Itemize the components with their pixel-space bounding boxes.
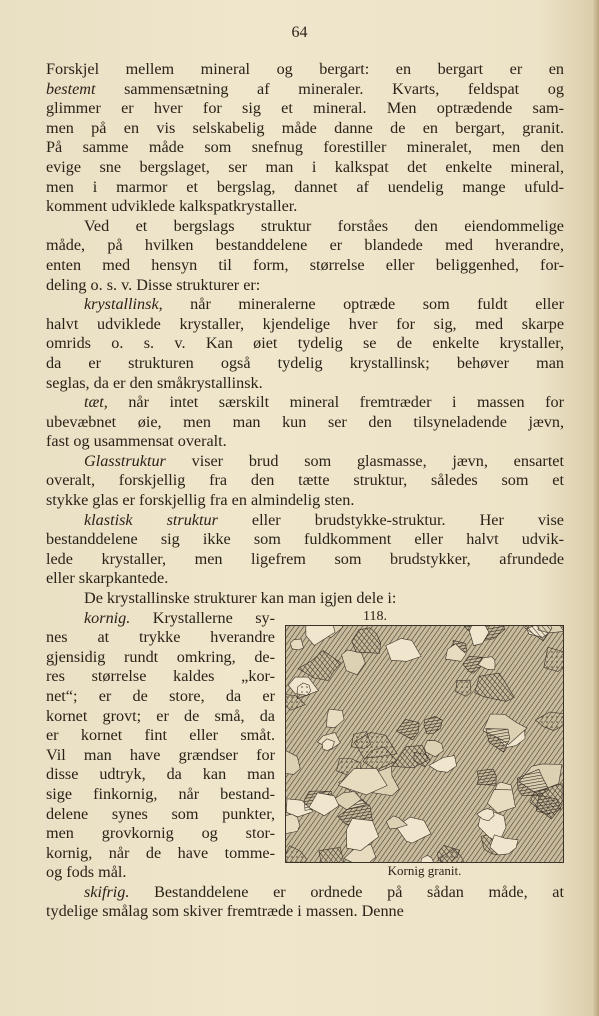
- text-line: og fods mål.: [46, 863, 127, 882]
- text-line: men i marmor et bergslag, dannet af uendelig mange ufuld-: [46, 177, 564, 196]
- italic-term: krystallinsk,: [84, 295, 163, 314]
- figure-number: 118.: [363, 608, 387, 624]
- paragraph: [46, 511, 564, 589]
- text-line: omrids o. s. v. Kan øiet tydelig se de enkelte krystaller,: [46, 334, 564, 353]
- italic-term: klastisk struktur: [84, 510, 218, 529]
- italic-term: tæt,: [84, 393, 108, 412]
- paragraph: [46, 60, 564, 217]
- granite-grain: [285, 814, 300, 834]
- paragraph: [46, 452, 564, 511]
- text-line: [46, 511, 564, 531]
- text-line: komment udviklede kalkspatkrystaller.: [46, 197, 298, 216]
- page-edge: [593, 0, 599, 1016]
- text-line: er kornet fint eller småt.: [46, 726, 275, 745]
- text-line: [46, 393, 564, 413]
- text-line: ubevæbnet øie, men man kun ser den tilsyneladende jævn,: [46, 412, 564, 431]
- text-run: sammensætning af mineraler. Kvarts, feldspat og: [95, 79, 564, 98]
- text-line: glimmer er hver for sig et mineral. Men optrædende sam-: [46, 99, 564, 118]
- granite-grain: [544, 647, 564, 671]
- text-line: nes at trykke hverandre: [46, 628, 275, 647]
- text-line: eller skarpkantede.: [46, 569, 169, 588]
- text-line: res størrelse kaldes „kor-: [46, 667, 275, 686]
- italic-term: kornig.: [84, 608, 131, 627]
- text-line: kornig, når de have tomme-: [46, 843, 275, 862]
- text-line: Ved et bergslags struktur forståes den eiendommelige: [84, 216, 564, 235]
- text-line: [46, 295, 564, 315]
- text-line: evige sne bergslaget, ser man i kalkspat det enkelte mineral,: [46, 157, 564, 176]
- text-line: men grovkornig og stor-: [46, 824, 275, 843]
- text-line: kornet grovt; er de små, da: [46, 706, 275, 725]
- granite-illustration: [285, 625, 564, 863]
- text-line: da er strukturen også tydelig krystallinsk; behøver man: [46, 353, 564, 372]
- text-line: måde, på hvilken bestanddelene er blandede med hverandre,: [46, 236, 564, 255]
- text-line: Forskjel mellem mineral og bergart: en bergart er en: [46, 60, 564, 78]
- figure: [285, 609, 564, 878]
- figure-caption: Kornig granit.: [387, 862, 462, 878]
- italic-term: Glasstruktur: [84, 451, 166, 470]
- text-run: når mineralerne optræde som fuldt eller: [162, 295, 564, 314]
- figure-block: [46, 609, 564, 883]
- text-run: Bestanddelene er ordnede på sådan måde, at: [129, 882, 564, 901]
- text-line: [46, 609, 275, 629]
- paragraph: [46, 393, 564, 452]
- paragraph: [46, 609, 275, 883]
- text-line: disse udtryk, da kan man: [46, 765, 275, 784]
- text-line: halvt udviklede krystaller, kjendelige hver for sig, med skarpe: [46, 314, 564, 333]
- text-line: Vil man have grændser for: [46, 745, 275, 764]
- text-line: [46, 452, 564, 472]
- text-line: [46, 883, 564, 903]
- paragraph: [46, 217, 564, 295]
- text-run: viser brud som glasmasse, jævn, ensartet: [165, 451, 564, 470]
- text-line: delene synes som punkter,: [46, 804, 275, 823]
- text-line: net“; er de store, da er: [46, 687, 275, 705]
- paragraph: [46, 295, 564, 393]
- text-line: enten med hensyn til form, størrelse eller beliggenhed, for-: [46, 255, 564, 274]
- text-line: tydelige smålag som skiver fremtræde i massen. Denne: [46, 902, 404, 921]
- text-line: lede krystaller, men ligefrem som brudstykker, afrundede: [46, 549, 564, 568]
- text-line: sige finkornig, når bestand-: [46, 784, 275, 803]
- text-run: eller brudstykke-struktur. Her vise: [217, 510, 564, 529]
- text-run: Krystallerne sy-: [130, 608, 275, 627]
- paragraph: [46, 589, 564, 609]
- text-line: deling o. s. v. Disse strukturer er:: [46, 275, 261, 294]
- page-number: 64: [291, 24, 308, 41]
- body-text: [46, 60, 564, 922]
- text-line: bestanddelene sig ikke som fuldkomment eller halvt udvik-: [46, 530, 564, 549]
- granite-grain: [477, 769, 496, 785]
- text-line: fast og usammensat overalt.: [46, 432, 227, 451]
- text-line: men på en vis selskabelig måde danne de en bergart, granit.: [46, 118, 564, 137]
- text-line: [46, 80, 564, 100]
- italic-term: bestemt: [46, 79, 96, 98]
- italic-term: skifrig.: [84, 882, 130, 901]
- text-line: De krystallinske strukturer kan man igjen dele i:: [84, 589, 397, 608]
- text-line: overalt, forskjellig fra den tætte struktur, således som et: [46, 471, 564, 490]
- text-run: når intet særskilt mineral fremtræder i massen for: [107, 393, 564, 412]
- text-line: gjensidig rundt omkring, de-: [46, 647, 275, 666]
- text-line: På samme måde som snefnug forestiller mineralet, men den: [46, 138, 564, 157]
- text-line: seglas, da er den småkrystallinsk.: [46, 373, 263, 392]
- text-line: stykke glas er forskjellig fra en almindelig sten.: [46, 491, 355, 510]
- paragraph: [46, 883, 564, 922]
